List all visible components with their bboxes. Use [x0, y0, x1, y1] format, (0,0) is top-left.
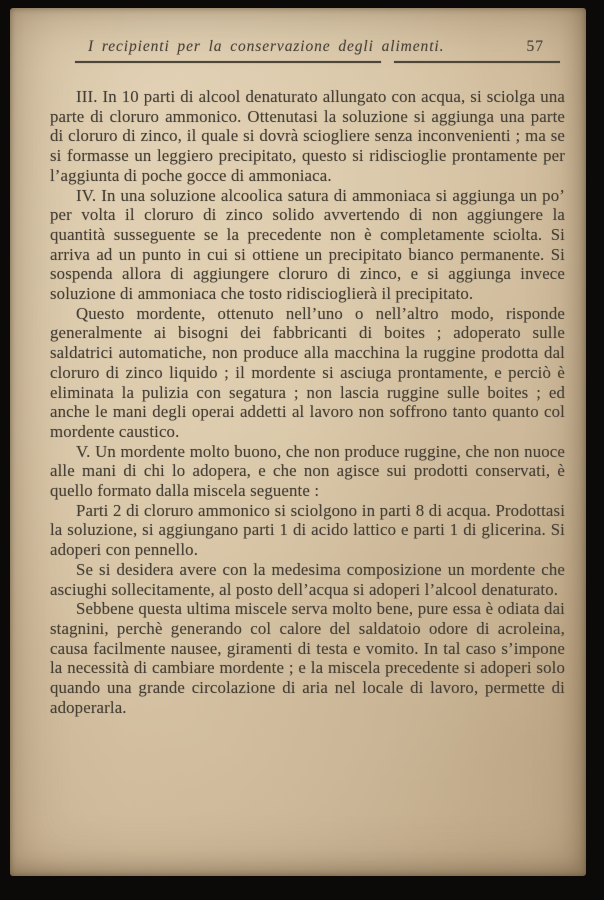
book-page	[10, 8, 586, 876]
paragraph-mordente: Questo mordente, ottenuto nell’uno o nell’altro modo, risponde generalmente ai bisogni dei fabbricanti di boites ; adoperato sulle saldatrici automatiche, non produce alla macchina la ruggine prodotta dal cloruro di zinco liquido ; il mordente si asciuga prontamente, e perciò è eliminata la pulizia con segatura ; non lascia ruggine sulle boites ; ed anche le mani degli operai addetti al lavoro non soffrono tanto quanto col mordente caustico.	[50, 303, 565, 441]
paragraph-IV: IV. In una soluzione alcoolica satura di ammoniaca si aggiunga un po’ per volta il cloruro di zinco solido avvertendo di non aggiungere la quantità susseguente se la precedente non è completamente sciolta. Si arriva ad un punto in cui si ottiene un precipitato bianco permanente. Si sospenda allora di aggiungere cloruro di zinco, e si aggiunga invece soluzione di ammoniaca che tosto ridiscioglierà il precipitato.	[50, 185, 565, 304]
paragraph-III: III. In 10 parti di alcool denaturato allungato con acqua, si sciolga una parte di cloruro ammonico. Ottenutasi la soluzione si aggiunga una parte di cloruro di zinco, il quale si dovrà sciogliere senza inconvenienti ; ma se si formasse un leggiero precipitato, questo si ridiscioglie prontamente per l’aggiunta di poche gocce di ammoniaca.	[50, 87, 565, 185]
paragraph-avvertenza: Sebbene questa ultima miscele serva molto bene, pure essa è odiata dai stagnini, perchè generando col calore del saldatoio odore di acroleina, causa facilmente nausee, giramenti di testa e vomito. In tal caso s’impone la necessità di cambiare mordente ; e la miscela precedente si adoperi solo quando una grande circolazione di aria nel locale di lavoro, permette di adoperarla.	[50, 599, 565, 717]
paragraph-ricetta: Parti 2 di cloruro ammonico si sciolgono in parti 8 di acqua. Prodottasi la soluzione, si aggiungano parti 1 di acido lattico e parti 1 di glicerina. Si adoperi con pennello.	[50, 500, 565, 560]
header-rule-left-segment	[75, 61, 381, 63]
running-title: I recipienti per la conservazione degli alimenti.	[88, 38, 445, 55]
header-rule-right-segment	[394, 61, 560, 63]
header-rule	[75, 61, 560, 63]
page-body	[10, 87, 586, 718]
paragraph-V: V. Un mordente molto buono, che non produce ruggine, che non nuoce alle mani di chi lo adopera, e che non agisce sui prodotti conservati, è quello formato dalla miscela seguente :	[50, 441, 565, 501]
page-number: 57	[526, 38, 544, 55]
paragraph-variante: Se si desidera avere con la medesima composizione un mordente che asciughi sollecitamente, al posto dell’acqua si adoperi l’alcool denaturato.	[50, 559, 565, 599]
running-head	[10, 8, 586, 56]
